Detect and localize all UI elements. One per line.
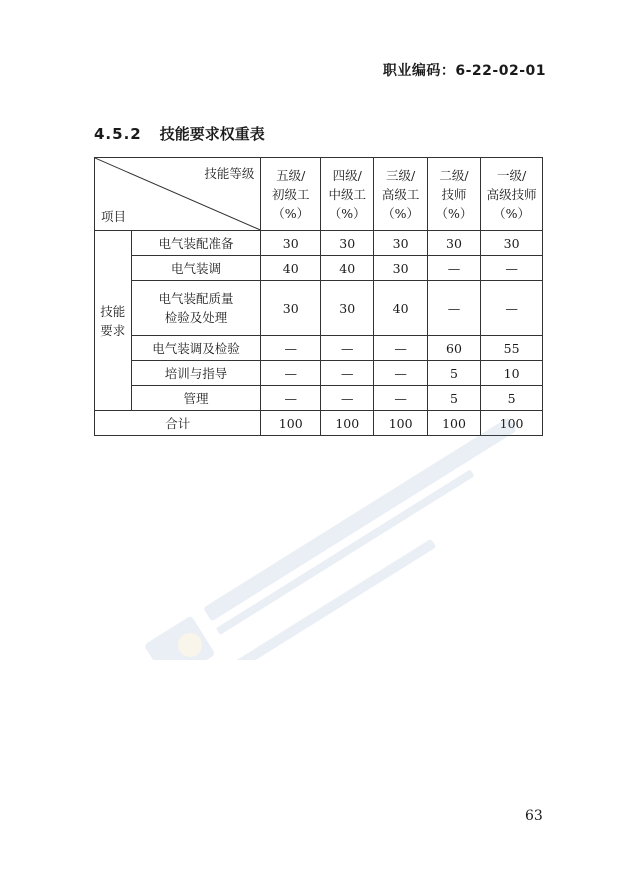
level-header-line: 一级/ [496,167,527,183]
occupation-code: 职业编码：6-22-02-01 [382,63,546,79]
total-row [95,411,543,436]
level-header-line: 中级工 [328,186,366,202]
cell-value: — [261,336,321,361]
cell-value: 30 [321,231,374,256]
total-value: 100 [427,411,480,436]
group-label-line: 技能 [100,303,126,319]
group-label-line: 要求 [100,322,126,338]
cell-value: 5 [427,361,480,386]
level-header-3 [374,158,427,231]
level-header-line: 初级工 [271,186,310,202]
total-value: 100 [374,411,427,436]
row-item-label: 电气装调及检验 [131,336,261,361]
section-heading [94,123,265,144]
row-item-label: 管理 [131,386,261,411]
level-header-line: 高级工 [381,186,420,202]
cell-value: — [321,361,374,386]
cell-value: 30 [321,281,374,336]
level-header-line: 三级/ [386,167,416,183]
section-number: 4.5.2 [94,125,142,143]
cell-value: 40 [261,256,321,281]
cell-value: 30 [374,231,427,256]
item-label: 项目 [101,209,127,224]
level-header-line: （%） [328,205,366,221]
cell-value: — [374,386,427,411]
cell-value: — [261,361,321,386]
table-row [95,256,543,281]
level-header-4 [321,158,374,231]
cell-value: 55 [481,336,543,361]
cell-value: 5 [427,386,480,411]
total-value: 100 [321,411,374,436]
row-item-label: 培训与指导 [131,361,261,386]
cell-value: 30 [374,256,427,281]
level-header-1 [481,158,543,231]
skill-weight-table [94,157,543,436]
total-value: 100 [261,411,321,436]
cell-value: — [374,336,427,361]
cell-value: — [427,256,480,281]
cell-value: — [321,336,374,361]
cell-value: — [261,386,321,411]
cell-value: 10 [481,361,543,386]
watermark-logo-mark [144,615,216,660]
table-row [95,361,543,386]
level-header-line: 五级/ [276,167,306,183]
watermark-band [219,539,436,660]
cell-value: — [481,281,543,336]
level-header-line: （%） [493,205,531,221]
total-value: 100 [481,411,543,436]
row-item-label-line: 检验及处理 [164,310,228,325]
watermark-band [216,469,475,635]
page-number: 63 [525,808,543,824]
diagonal-header-cell [95,158,261,231]
cell-value: 40 [321,256,374,281]
cell-value: — [481,256,543,281]
row-item-label-line: 电气装配质量 [158,291,234,306]
cell-value: 60 [427,336,480,361]
level-header-line: 高级技师 [486,186,537,202]
cell-value: 30 [481,231,543,256]
level-header-line: （%） [382,205,420,221]
table-row [95,336,543,361]
table-header-row [95,158,543,231]
level-header-5 [261,158,321,231]
cell-value: 40 [374,281,427,336]
skill-requirements-group-label [95,231,132,411]
level-header-line: （%） [435,205,473,221]
cell-value: — [321,386,374,411]
cell-value: — [427,281,480,336]
cell-value: 30 [427,231,480,256]
cell-value: 30 [261,281,321,336]
total-label: 合计 [95,411,261,436]
level-header-line: 二级/ [439,167,469,183]
level-header-line: 四级/ [332,167,362,183]
level-header-line: （%） [272,205,310,221]
cell-value: 5 [481,386,543,411]
table-row [95,281,543,336]
row-item-label: 电气装配准备 [131,231,261,256]
watermark-sun-mark [178,633,202,657]
cell-value: 30 [261,231,321,256]
level-header-2 [427,158,480,231]
table-row [95,231,543,256]
level-header-line: 技师 [441,186,467,202]
row-item-label: 电气装调 [131,256,261,281]
table-row [95,386,543,411]
skill-level-label: 技能等级 [204,166,255,181]
section-title-text: 技能要求权重表 [159,125,265,143]
row-item-label [131,281,261,336]
cell-value: — [374,361,427,386]
watermark-band [203,417,517,621]
